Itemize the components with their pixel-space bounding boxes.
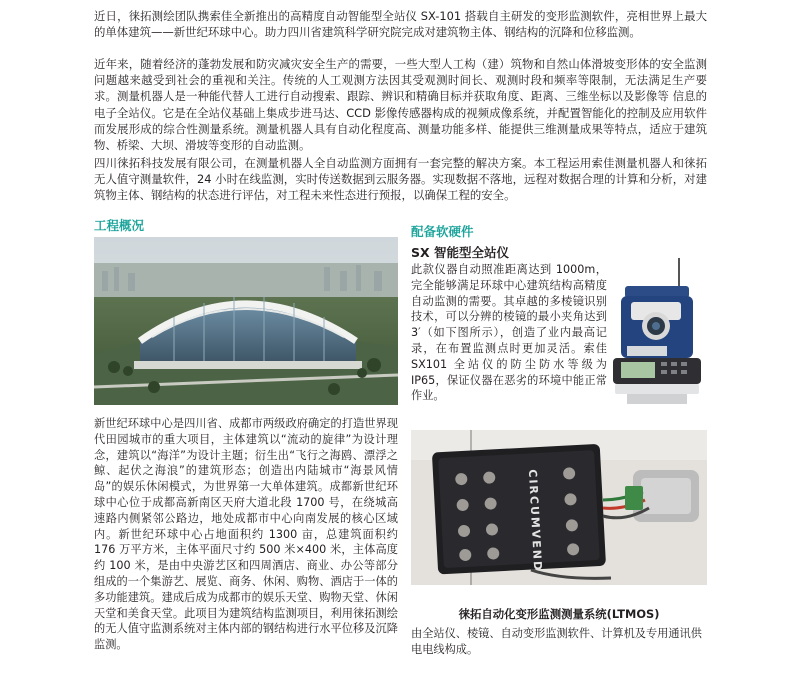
device-brand-label: CIRCUMVEND <box>525 469 545 573</box>
system-caption: 徕拓自动化变形监测测量系统(LTMOS) <box>458 607 660 621</box>
building-aerial-photo <box>94 237 398 405</box>
intro-paragraph-2: 近年来，随着经济的蓬勃发展和防灾减灾安全生产的需要，一些大型人工构（建）筑物和自然山体滑坡变形体的安全监测问题越来越受到社会的重视和关注。传统的人工观测方法因其受观测时间长、观测时段和频率等限制，无法满足生产要求。测量机器人是一种能代替人工进行自动搜索、跟踪、辨识和精确目标并获取角度、距离、三维坐标以及影像等 信息的电子全站仪。它是在全站仪基础上集成步进马达、CCD 影像传感器构成的视频成像系统，并配置智能化的控制及应用软件而发展形成的综合性测量系统。测量机器人具有自动化程度高、测量功能多样、能提供三维测量成果等特点，适应于建筑物、桥梁、大坝、滑坡等变形的自动监测。 <box>94 57 707 153</box>
total-station-image <box>607 258 707 408</box>
intro-paragraph-3: 四川徕拓科技发展有限公司，在测量机器人全自动监测方面拥有一套完整的解决方案。本工程运用索佳测量机器人和徕拓无人值守测量软件，24 小时在线监测，实时传送数据到云服务器。实现数据不落地，远程对数据合理的计算和分析，对建筑物主体、钢结构的状态进行评估，对工程未来性态进行预报，以确保工程的安全。 <box>94 156 707 203</box>
intro-paragraph-1: 近日，徕拓测绘团队携索佳全新推出的高精度自动智能型全站仪 SX-101 搭载自主研发的变形监测软件，亮相世界上最大的单体建筑——新世纪环球中心。助力四川省建筑科学研究院完成对建筑物主体、钢结构的沉降和位移监测。 <box>94 9 707 40</box>
project-description: 新世纪环球中心是四川省、成都市两级政府确定的打造世界现代田园城市的重大项目，主体建筑以“流动的旋律”为设计理念，建筑以“海洋”为设计主题；衍生出“飞行之海鸥、漂浮之鲸、起伏之海浪”的建筑形态；创造出内陆城市“海景风情岛”的娱乐休闲模式，为世界第一大单体建筑。成都新世纪环球中心位于成都高新南区天府大道北段 1700 号，在绕城高速路内侧紧邻公路边，地处成都市中心向南发展的核心区域内。新世纪环球中心占地面积约 1300 亩，总建筑面积约 176 万平方米，主体平面尺寸约 500 米×400 米，主体高度约 100 米，是由中央游艺区和四周酒店、商业、办公等部分组成的一个集游艺、展览、商务、休闲、购物、酒店于一体的多功能建筑。建成后成为成都市的娱乐天堂、购物天堂、休闲天堂和美食天堂。此项目为建筑结构监测项目，利用徕拓测绘的无人值守监测系统对主体内部的钢结构进行水平位移及沉降监测。 <box>94 417 398 652</box>
product-description: 此款仪器自动照准距离达到 1000m，完全能够满足环球中心建筑结构高精度自动监测的需要。其卓越的多棱镜识别技术，可以分辨的棱镜的最小夹角达到 3′（如下图所示），创造了业内最高记录，在布置监测点时更加灵活。索佳 SX101 全站仪的防尘防水等级为 IP65，保证仪器在恶劣的环境中能正常作业。 <box>411 263 607 403</box>
product-title: SX 智能型全站仪 <box>411 245 509 260</box>
section-title-equipment: 配备软硬件 <box>411 224 474 239</box>
system-caption-description: 由全站仪、棱镜、自动变形监测软件、计算机及专用通讯供电电线构成。 <box>411 627 702 656</box>
monitoring-device-photo <box>411 430 707 585</box>
section-title-project: 工程概况 <box>94 218 145 233</box>
